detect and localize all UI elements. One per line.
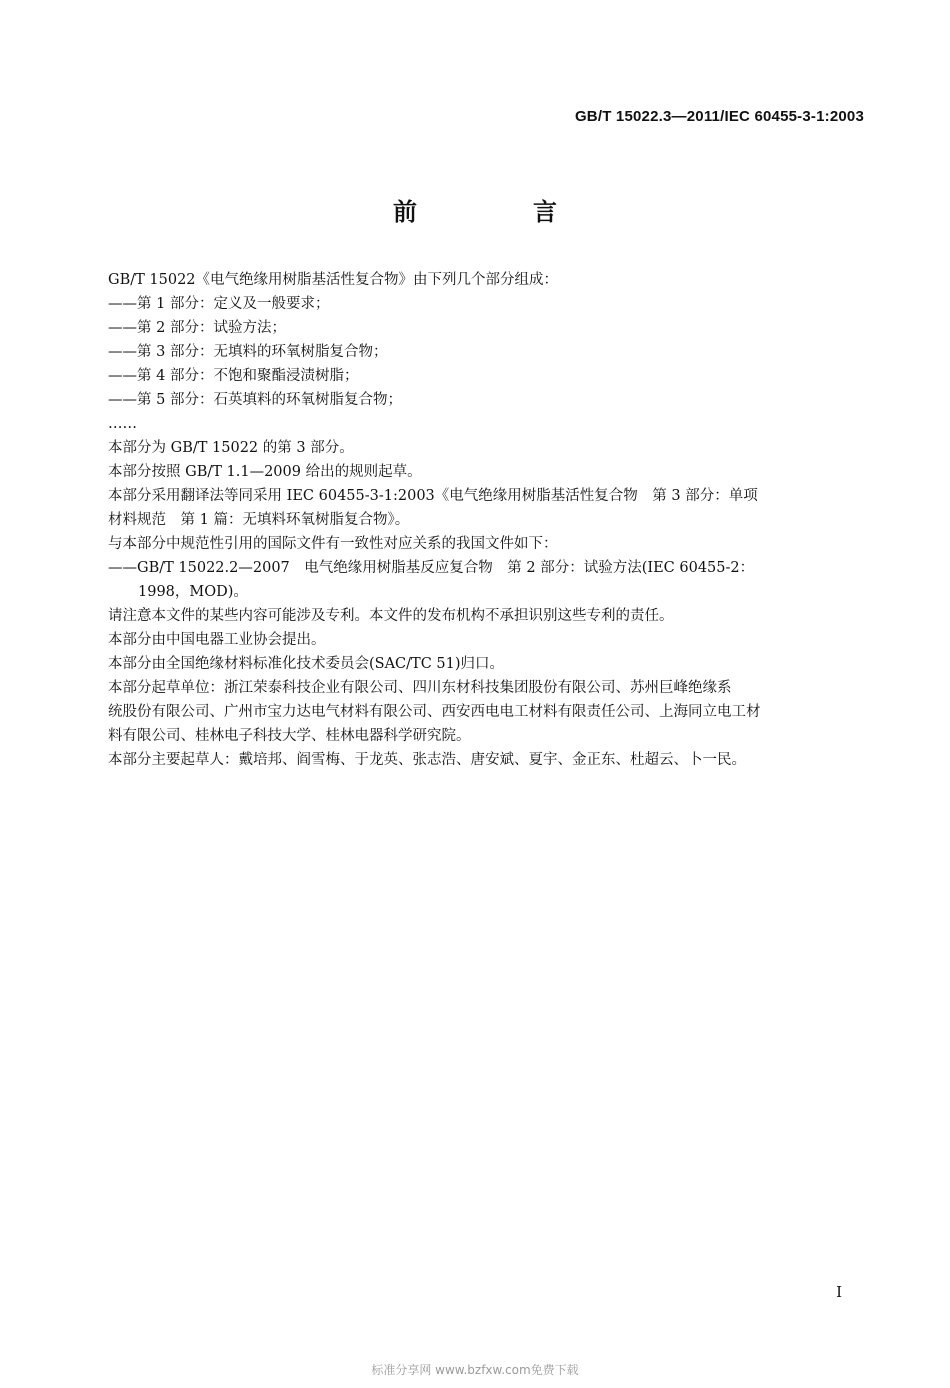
list-item: ——第 5 部分：石英填料的环氧树脂复合物；: [108, 392, 402, 408]
intro-paragraph: GB/T 15022《电气绝缘用树脂基活性复合物》由下列几个部分组成：: [108, 272, 559, 288]
paragraph-proposer: 本部分由中国电器工业协会提出。: [108, 632, 326, 648]
paragraph-drafters: 本部分主要起草人：戴培邦、阎雪梅、于龙英、张志浩、唐安斌、夏宇、金正东、杜超云、卜一民。: [108, 752, 746, 768]
paragraph-patent-notice: 请注意本文件的某些内容可能涉及专利。本文件的发布机构不承担识别这些专利的责任。: [108, 608, 674, 624]
paragraph-adoption-cont: 材料规范 第 1 篇：无填料环氧树脂复合物》。: [108, 512, 410, 528]
list-item: ——第 1 部分：定义及一般要求；: [108, 296, 330, 312]
reference-item: ——GB/T 15022.2—2007 电气绝缘用树脂基反应复合物 第 2 部分：试验方法(IEC 60455-2：: [108, 560, 755, 576]
document-body: [108, 268, 864, 772]
paragraph-committee: 本部分由全国绝缘材料标准化技术委员会(SAC/TC 51)归口。: [108, 656, 505, 672]
paragraph-drafting-units: 本部分起草单位：浙江荣泰科技企业有限公司、四川东材科技集团股份有限公司、苏州巨峰绝缘系: [108, 680, 732, 696]
paragraph-drafting-units-cont: 料有限公司、桂林电子科技大学、桂林电器科学研究院。: [108, 728, 471, 744]
list-item: ——第 3 部分：无填料的环氧树脂复合物；: [108, 344, 388, 360]
paragraph-references: 与本部分中规范性引用的国际文件有一致性对应关系的我国文件如下：: [108, 536, 558, 552]
page-number: I: [836, 1283, 842, 1301]
watermark: 标准分享网 www.bzfxw.com免费下载: [371, 1363, 579, 1377]
paragraph-drafting-units-cont: 统股份有限公司、广州市宝力达电气材料有限公司、西安西电电工材料有限责任公司、上海同立电工材: [108, 704, 761, 720]
paragraph-drafting-rules: 本部分按照 GB/T 1.1—2009 给出的规则起草。: [108, 464, 422, 480]
ellipsis: ……: [108, 416, 137, 432]
list-item: ——第 4 部分：不饱和聚酯浸渍树脂；: [108, 368, 359, 384]
reference-item-cont: 1998，MOD)。: [138, 584, 248, 600]
paragraph-part-number: 本部分为 GB/T 15022 的第 3 部分。: [108, 440, 354, 456]
standard-code: GB/T 15022.3—2011/IEC 60455-3-1:2003: [574, 108, 864, 125]
paragraph-adoption: 本部分采用翻译法等同采用 IEC 60455-3-1:2003《电气绝缘用树脂基活性复合物 第 3 部分：单项: [108, 488, 758, 504]
list-item: ——第 2 部分：试验方法；: [108, 320, 286, 336]
page-title: 前 言: [393, 198, 603, 226]
